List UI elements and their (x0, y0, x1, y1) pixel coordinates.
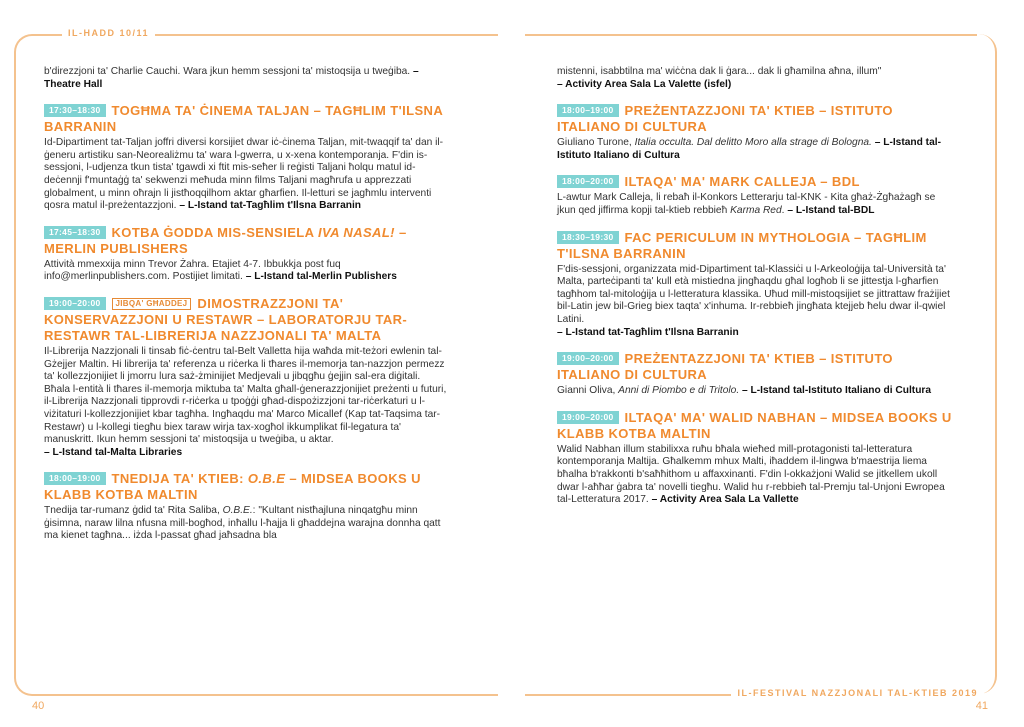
event-description: Id-Dipartiment tat-Taljan joffri diversi korsijiet dwar iċ-ċinema Taljan, mit-twaqqif ta' dan il-ġeneru artistiku san-Neorealiżmu ta' wara l-gwerra, u x-xena kontemporanja. F'din is-sessjoni, l-udjenza tkun tista' tgawdi xi ftit mis-seħer li reġisti Taljani ħolqu matul id-deċennji f'muntaġġ ta' sekwenzi meħuda minn films Taljani magħrufa u apprezzati globalment, u minn oħrajn li jistħoqqilhom aktar għarfien. Il-letturi se jagħmlu interventi qosra matul il-preżentazzjoni. – L-Istand tat-Tagħlim t'Ilsna Barranin (44, 137, 444, 212)
event-heading: 17:45–18:30 KOTBA ĠODDA MIS-SENSIELA IVA NASAL! – MERLIN PUBLISHERS (44, 224, 407, 256)
frame-corner-top-left (14, 34, 38, 58)
venue: – L-Istand tal-Merlin Publishers (245, 271, 397, 283)
continued-paragraph: mistenni, isabbtilna ma' wiċċna dak li ġara... dak li għamilna aħna, illum" – Activity Area Sala La Valette (isfel) (557, 66, 882, 90)
frame-corner-bottom-left (14, 672, 38, 696)
event-description: F'dis-sessjoni, organizzata mid-Dipartiment tal-Klassiċi u l-Arkeoloġija tal-Università ta' Malta, parteċipanti ta' kull età mistiedna jingħaqdu għal logħob li se jittestja l-għarfien tagħhom tal-mitoloġija u l-letteratura klassika. Uħud mill-mistoqsijiet se jittrattaw frażijiet bil-Latin jew bil-Grieg biex taqta' x'inhuma. Ir-rebbieħ jingħata ktejjeb ħelu dwar il-qwiel Latini. – L-Istand tat-Tagħlim t'Ilsna Barranin (557, 263, 950, 338)
event-entry (44, 296, 448, 459)
event-description: Giuliano Turone, Italia occulta. Dal delitto Moro alla strage di Bologna. – L-Istand tal-Istituto Italiano di Cultura (557, 137, 941, 161)
ongoing-tag: JIBQA' GĦADDEJ (112, 298, 192, 310)
intro-paragraph: b'direzzjoni ta' Charlie Cauchi. Wara jkun hemm sessjoni ta' mistoqsija u tweġiba. – Theatre Hall (44, 66, 419, 90)
event-heading: 19:00–20:00 JIBQA' GĦADDEJ DIMOSTRAZZJONI TA' KONSERVAZZJONI U RESTAWR – LABORATORJU TAR-RESTAWR TAL-LIBRERIJA NAZZJONALI TA' MALTA (44, 295, 408, 343)
event-heading: 18:00–20:00 ILTAQA' MA' MARK CALLEJA – BDL (557, 174, 953, 190)
venue: – L-Istand tat-Tagħlim t'Ilsna Barranin (179, 200, 362, 212)
event-heading: 18:00–19:00 TNEDIJA TA' KTIEB: O.B.E – MIDSEA BOOKS U KLABB KOTBA MALTIN (44, 471, 421, 503)
event-description: Gianni Oliva, Anni di Piombo e di Tritolo. – L-Istand tal-Istituto Italiano di Cultura (557, 385, 932, 397)
event-heading: 17:30–18:30 TOGĦMA TA' ĊINEMA TALJAN – TAGĦLIM T'ILSNA BARRANIN (44, 103, 443, 135)
venue: – L-Istand tal-Istituto Italiano di Cultura (742, 385, 932, 397)
event-entry (557, 351, 953, 398)
event-description: L-awtur Mark Calleja, li rebaħ il-Konkors Letterarju tal-KNK - Kita għaż-Żgħażagħ se jkun qed jiffirma kopji tal-ktieb rebbieħ Karma Red. – L-Istand tal-BDL (557, 192, 936, 216)
venue: – Activity Area Sala La Vallette (651, 494, 799, 506)
time-badge: 19:00–20:00 (557, 352, 619, 365)
event-entry (557, 230, 953, 340)
time-badge: 18:00–19:00 (44, 472, 106, 485)
frame-left-edge (14, 56, 16, 672)
event-heading: 19:00–20:00 PREŻENTAZZJONI TA' KTIEB – ISTITUTO ITALIANO DI CULTURA (557, 351, 893, 383)
event-entry (44, 471, 448, 543)
event-entry (557, 103, 953, 162)
event-entry (557, 410, 953, 507)
running-foot: IL-FESTIVAL NAZZJONALI TAL-KTIEB 2019 (731, 688, 984, 698)
venue: – Theatre Hall (44, 66, 419, 90)
time-badge: 19:00–20:00 (44, 297, 106, 310)
page-number-right: 41 (975, 700, 988, 712)
running-head: IL-HADD 10/11 (62, 28, 155, 38)
event-heading: 18:30–19:30 FAC PERICULUM IN MYTHOLOGIA – TAGĦLIM T'ILSNA BARRANIN (557, 229, 927, 261)
event-description: Il-Librerija Nazzjonali li tinsab fiċ-ċentru tal-Belt Valletta hija waħda mit-teżori ewlenin tal-Gżejjer Maltin. Hi librerija ta' referenza u riċerka li tħares il-memorja tan-nazzjon permezz ta' kollezzjonijiet li jmorru lura saż-żminijiet Medjevali u jibqgħu ġejjin sal-era diġitali. Bħala l-entità li tħares il-memorja miktuba ta' Malta għall-ġenerazzjonijiet preżenti u futuri, il-Librerija Nazzjonali tipprovdi r-riċerka u tpoġġi għad-dispożizzjoni tar-riċerkaturi u l-viżitaturi l-kollezzjonijiet kbar tagħha. Ingħaqdu ma' Marco Micallef (Kap tat-Taqsima tar-Restawr) u l-kollegi tiegħu biex taraw wirja tax-xogħol ikkumplikat fil-legatura ta' manuskritt. Ikun hemm sessjoni ta' mistoqsija u tweġiba, u aktar. – L-Istand tal-Malta Libraries (44, 345, 447, 458)
frame-bottom-left (36, 694, 498, 696)
venue: – L-Istand tal-Istituto Italiano di Cultura (557, 137, 941, 161)
page-number-left: 40 (32, 700, 45, 712)
venue: – L-Istand tal-BDL (787, 204, 875, 216)
venue: – L-Istand tat-Tagħlim t'Ilsna Barranin (557, 326, 739, 338)
event-description: Attività mmexxija minn Trevor Żahra. Etajiet 4-7. Ibbukkja post fuq info@merlinpublishers.com. Postijiet limitati. – L-Istand tal-Merlin Publishers (44, 258, 397, 283)
time-badge: 17:45–18:30 (44, 226, 106, 239)
event-heading: 18:00–19:00 PREŻENTAZZJONI TA' KTIEB – ISTITUTO ITALIANO DI CULTURA (557, 103, 893, 135)
time-badge: 18:00–20:00 (557, 175, 619, 188)
event-description: Tnedija tar-rumanz ġdid ta' Rita Saliba, O.B.E.: "Kultant nistħajluna ninqatgħu minn ġisimna, naraw lilna nfusna mill-bogħod, inħallu l-ħajja li għaddejna warajna donnha qatt ma kienet tagħna... iżda l-passat għad jaħsadna bla (44, 505, 441, 542)
time-badge: 17:30–18:30 (44, 104, 106, 117)
venue: – Activity Area Sala La Valette (isfel) (557, 78, 732, 90)
time-badge: 18:00–19:00 (557, 104, 619, 117)
event-heading: 19:00–20:00 ILTAQA' MA' WALID NABHAN – MIDSEA BOOKS U KLABB KOTBA MALTIN (557, 409, 952, 441)
venue: – L-Istand tal-Malta Libraries (44, 446, 183, 458)
left-column (44, 66, 448, 543)
time-badge: 18:30–19:30 (557, 231, 619, 244)
event-entry (44, 225, 448, 284)
time-badge: 19:00–20:00 (557, 411, 619, 424)
right-column (557, 66, 953, 507)
event-entry (44, 103, 448, 213)
event-entry (557, 174, 953, 217)
event-description: Walid Nabhan illum stabilixxa ruħu bħala wieħed mill-protagonisti tal-letteratura kontemporanja Maltija. Għalkemm mhux Malti, iħaddem il-lingwa b'maestrija liema bħalha b'rakkonti b'saħħithom u affaxxinanti. F'din l-okkażjoni Walid se jitkellem ukoll dwar l-aħħar ġabra ta' novelli tiegħu. Walid hu r-rebbieħ tal-Premju tal-Unjoni Ewropea tal-Letteratura 2017. – Activity Area Sala La Vallette (557, 443, 945, 506)
